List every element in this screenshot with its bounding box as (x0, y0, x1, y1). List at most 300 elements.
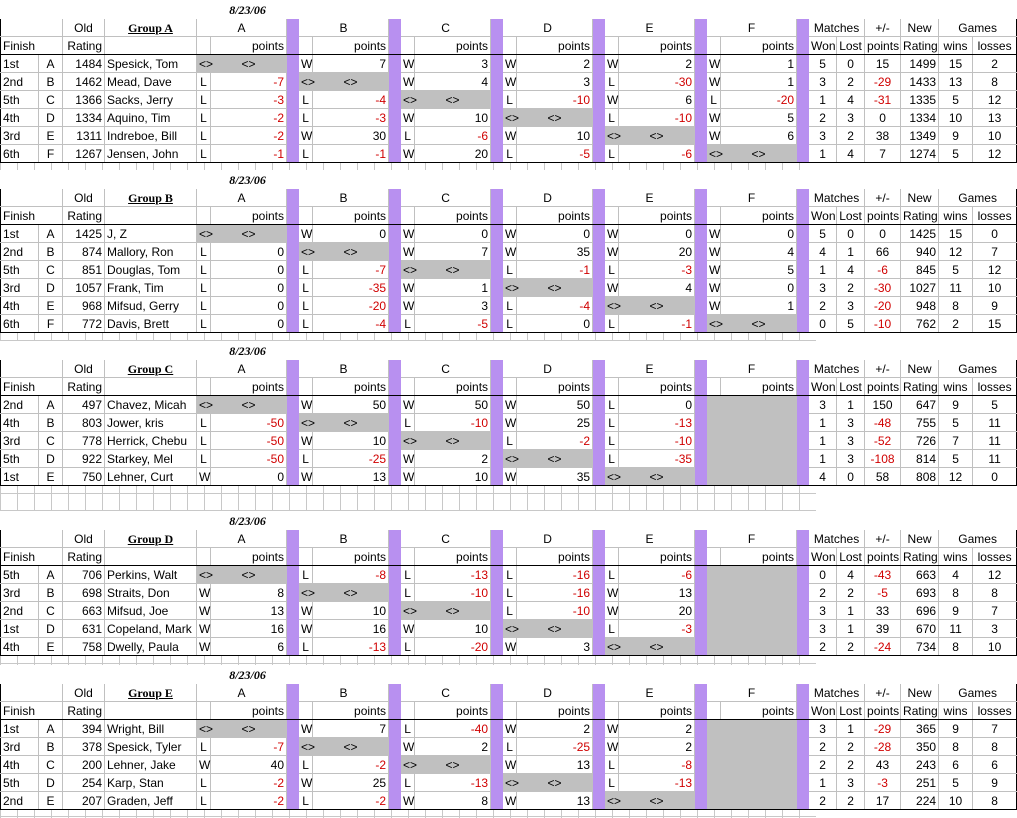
finish-cell[interactable]: 2nd (1, 396, 39, 414)
old-rating-cell[interactable]: 663 (63, 602, 105, 620)
games-wins-cell[interactable]: 5 (939, 145, 973, 163)
points-label[interactable]: points (865, 702, 901, 720)
group-date[interactable]: 8/23/06 (229, 513, 266, 528)
col-head-b[interactable]: B (299, 360, 389, 378)
old-rating-cell[interactable]: 698 (63, 584, 105, 602)
separator[interactable] (389, 315, 401, 333)
old-rating-cell[interactable]: 706 (63, 566, 105, 584)
won-cell[interactable]: 1 (809, 261, 837, 279)
new-rating-cell[interactable]: 762 (901, 315, 939, 333)
result-points[interactable]: 1 (721, 55, 797, 73)
games-losses-cell[interactable]: 7 (973, 720, 1017, 738)
player-name[interactable]: Sacks, Jerry (105, 91, 197, 109)
self-marker[interactable]: <> (605, 792, 619, 810)
result-wl[interactable]: W (707, 55, 721, 73)
separator[interactable] (491, 378, 503, 396)
col-head-e[interactable]: E (605, 360, 695, 378)
result-wl[interactable]: W (503, 243, 517, 261)
losses-label[interactable]: losses (973, 548, 1017, 566)
result-wl[interactable]: W (401, 55, 415, 73)
finish-label[interactable]: Finish (1, 207, 63, 225)
separator[interactable] (593, 189, 605, 207)
col-head-f[interactable]: F (707, 530, 797, 548)
player-name[interactable]: Lehner, Curt (105, 468, 197, 486)
separator[interactable] (797, 792, 809, 810)
new-label[interactable]: New (901, 684, 939, 702)
result-points[interactable]: 30 (313, 127, 389, 145)
self-marker[interactable]: <> (503, 450, 517, 468)
result-points[interactable]: 25 (313, 774, 389, 792)
won-cell[interactable]: 3 (809, 602, 837, 620)
result-points[interactable]: 4 (415, 73, 491, 91)
result-wl[interactable]: L (707, 91, 721, 109)
separator[interactable] (797, 684, 809, 702)
won-label[interactable]: Won (809, 207, 837, 225)
result-wl[interactable]: L (197, 297, 211, 315)
separator[interactable] (389, 109, 401, 127)
result-points[interactable]: -6 (619, 566, 695, 584)
result-wl[interactable]: L (401, 566, 415, 584)
separator[interactable] (287, 261, 299, 279)
player-name[interactable]: Spesick, Tom (105, 55, 197, 73)
result-wl[interactable]: L (299, 297, 313, 315)
result-wl[interactable]: L (299, 756, 313, 774)
result-points[interactable]: 0 (211, 243, 287, 261)
result-points[interactable]: -7 (313, 261, 389, 279)
result-wl[interactable]: L (299, 91, 313, 109)
col-head-d[interactable]: D (503, 684, 593, 702)
new-label[interactable]: New (901, 189, 939, 207)
lost-label[interactable]: Lost (837, 207, 865, 225)
result-points[interactable]: -10 (619, 109, 695, 127)
plusminus-label[interactable]: +/- (865, 530, 901, 548)
col-head-e[interactable]: E (605, 189, 695, 207)
group-name[interactable]: Group E (105, 684, 197, 702)
self-marker[interactable]: <> (619, 792, 695, 810)
rating-label[interactable]: Rating (63, 207, 105, 225)
separator[interactable] (287, 620, 299, 638)
finish-label[interactable]: Finish (1, 37, 63, 55)
separator[interactable] (287, 55, 299, 73)
player-name[interactable]: Douglas, Tom (105, 261, 197, 279)
result-wl[interactable]: L (401, 414, 415, 432)
separator[interactable] (593, 55, 605, 73)
old-label[interactable]: Old (63, 684, 105, 702)
separator[interactable] (389, 19, 401, 37)
plusminus-cell[interactable]: -28 (865, 738, 901, 756)
new-rating-cell[interactable]: 365 (901, 720, 939, 738)
rating-label[interactable]: Rating (901, 207, 939, 225)
result-wl[interactable]: L (605, 432, 619, 450)
points-label[interactable]: points (211, 207, 287, 225)
col-head-a[interactable]: A (197, 189, 287, 207)
separator[interactable] (797, 55, 809, 73)
result-wl[interactable]: W (197, 756, 211, 774)
games-losses-cell[interactable]: 8 (973, 792, 1017, 810)
separator[interactable] (695, 774, 707, 792)
self-marker[interactable]: <> (313, 414, 389, 432)
separator[interactable] (593, 702, 605, 720)
separator[interactable] (797, 189, 809, 207)
games-losses-cell[interactable]: 8 (973, 584, 1017, 602)
result-wl[interactable]: L (299, 109, 313, 127)
result-points[interactable]: 1 (415, 279, 491, 297)
result-wl[interactable]: W (299, 720, 313, 738)
separator[interactable] (389, 702, 401, 720)
finish-cell[interactable]: 3rd (1, 432, 39, 450)
seed-cell[interactable]: E (39, 468, 63, 486)
plusminus-cell[interactable]: -52 (865, 432, 901, 450)
games-label[interactable]: Games (939, 189, 1017, 207)
separator[interactable] (389, 792, 401, 810)
finish-cell[interactable]: 4th (1, 638, 39, 656)
games-wins-cell[interactable]: 9 (939, 720, 973, 738)
self-marker[interactable]: <> (503, 279, 517, 297)
separator[interactable] (797, 738, 809, 756)
result-points[interactable]: 16 (313, 620, 389, 638)
new-rating-cell[interactable]: 693 (901, 584, 939, 602)
empty-result[interactable] (707, 738, 797, 756)
result-wl[interactable]: W (707, 109, 721, 127)
separator[interactable] (491, 720, 503, 738)
separator[interactable] (389, 548, 401, 566)
result-points[interactable]: 0 (211, 315, 287, 333)
separator[interactable] (389, 566, 401, 584)
losses-label[interactable]: losses (973, 207, 1017, 225)
result-points[interactable]: 0 (721, 225, 797, 243)
result-points[interactable]: 13 (619, 584, 695, 602)
plusminus-cell[interactable]: 150 (865, 396, 901, 414)
separator[interactable] (797, 279, 809, 297)
result-points[interactable]: 2 (415, 738, 491, 756)
result-wl[interactable]: W (299, 396, 313, 414)
separator[interactable] (695, 432, 707, 450)
result-wl[interactable]: W (503, 720, 517, 738)
player-name[interactable]: Mifsud, Gerry (105, 297, 197, 315)
separator[interactable] (797, 225, 809, 243)
separator[interactable] (287, 127, 299, 145)
result-wl[interactable]: W (503, 468, 517, 486)
separator[interactable] (389, 261, 401, 279)
separator[interactable] (695, 207, 707, 225)
new-rating-cell[interactable]: 696 (901, 602, 939, 620)
new-label[interactable]: New (901, 530, 939, 548)
separator[interactable] (491, 189, 503, 207)
result-points[interactable]: -4 (313, 315, 389, 333)
col-head-e[interactable]: E (605, 684, 695, 702)
self-marker[interactable]: <> (401, 432, 415, 450)
won-cell[interactable]: 4 (809, 468, 837, 486)
result-points[interactable]: 20 (415, 145, 491, 163)
old-rating-cell[interactable]: 803 (63, 414, 105, 432)
plusminus-cell[interactable]: -5 (865, 584, 901, 602)
result-points[interactable]: 0 (517, 225, 593, 243)
result-points[interactable]: -5 (517, 145, 593, 163)
result-wl[interactable]: W (299, 432, 313, 450)
result-points[interactable]: -8 (619, 756, 695, 774)
result-points[interactable]: 13 (211, 602, 287, 620)
result-points[interactable]: 2 (619, 738, 695, 756)
self-marker[interactable]: <> (211, 566, 287, 584)
new-rating-cell[interactable]: 1274 (901, 145, 939, 163)
separator[interactable] (797, 432, 809, 450)
separator[interactable] (491, 584, 503, 602)
result-wl[interactable]: W (401, 738, 415, 756)
new-rating-cell[interactable]: 251 (901, 774, 939, 792)
separator[interactable] (491, 530, 503, 548)
result-wl[interactable]: L (503, 738, 517, 756)
won-cell[interactable]: 2 (809, 109, 837, 127)
result-wl[interactable]: W (503, 225, 517, 243)
result-points[interactable]: -5 (415, 315, 491, 333)
player-name[interactable]: Chavez, Micah (105, 396, 197, 414)
result-points[interactable]: -16 (517, 584, 593, 602)
seed-cell[interactable]: B (39, 584, 63, 602)
separator[interactable] (695, 261, 707, 279)
separator[interactable] (797, 261, 809, 279)
result-points[interactable]: 3 (415, 55, 491, 73)
separator[interactable] (287, 468, 299, 486)
result-points[interactable]: 0 (517, 315, 593, 333)
result-wl[interactable]: W (503, 127, 517, 145)
result-points[interactable]: 0 (619, 225, 695, 243)
player-name[interactable]: Spesick, Tyler (105, 738, 197, 756)
result-wl[interactable]: W (605, 602, 619, 620)
matches-label[interactable]: Matches (809, 530, 865, 548)
result-wl[interactable]: L (299, 261, 313, 279)
games-losses-cell[interactable]: 12 (973, 261, 1017, 279)
result-points[interactable]: 13 (517, 792, 593, 810)
games-wins-cell[interactable]: 9 (939, 396, 973, 414)
won-cell[interactable]: 2 (809, 792, 837, 810)
player-name[interactable]: Dwelly, Paula (105, 638, 197, 656)
result-wl[interactable]: L (299, 566, 313, 584)
points-label[interactable]: points (313, 548, 389, 566)
self-marker[interactable]: <> (415, 432, 491, 450)
result-points[interactable]: -1 (313, 145, 389, 163)
separator[interactable] (287, 738, 299, 756)
points-label[interactable]: points (415, 702, 491, 720)
points-label[interactable]: points (721, 37, 797, 55)
result-points[interactable]: 0 (415, 225, 491, 243)
won-cell[interactable]: 1 (809, 414, 837, 432)
separator[interactable] (287, 684, 299, 702)
games-losses-cell[interactable]: 12 (973, 91, 1017, 109)
old-rating-cell[interactable]: 851 (63, 261, 105, 279)
result-wl[interactable]: W (605, 738, 619, 756)
separator[interactable] (491, 432, 503, 450)
points-label[interactable]: points (415, 378, 491, 396)
old-label[interactable]: Old (63, 360, 105, 378)
separator[interactable] (287, 638, 299, 656)
empty-result[interactable] (707, 414, 797, 432)
result-points[interactable]: 2 (517, 55, 593, 73)
separator[interactable] (287, 145, 299, 163)
plusminus-cell[interactable]: -20 (865, 297, 901, 315)
result-points[interactable]: -2 (313, 792, 389, 810)
col-head-c[interactable]: C (401, 189, 491, 207)
separator[interactable] (695, 243, 707, 261)
result-wl[interactable]: W (707, 279, 721, 297)
old-rating-cell[interactable]: 1462 (63, 73, 105, 91)
finish-cell[interactable]: 4th (1, 756, 39, 774)
separator[interactable] (797, 91, 809, 109)
wins-label[interactable]: wins (939, 207, 973, 225)
seed-cell[interactable]: B (39, 73, 63, 91)
separator[interactable] (593, 602, 605, 620)
separator[interactable] (287, 37, 299, 55)
plusminus-cell[interactable]: 0 (865, 225, 901, 243)
new-rating-cell[interactable]: 1499 (901, 55, 939, 73)
separator[interactable] (389, 243, 401, 261)
plusminus-cell[interactable]: 38 (865, 127, 901, 145)
separator[interactable] (797, 109, 809, 127)
result-points[interactable]: -1 (517, 261, 593, 279)
old-rating-cell[interactable]: 758 (63, 638, 105, 656)
games-losses-cell[interactable]: 7 (973, 243, 1017, 261)
result-wl[interactable]: L (605, 774, 619, 792)
separator[interactable] (695, 548, 707, 566)
result-points[interactable]: 2 (619, 55, 695, 73)
result-points[interactable]: -35 (619, 450, 695, 468)
plusminus-cell[interactable]: -6 (865, 261, 901, 279)
finish-cell[interactable]: 5th (1, 450, 39, 468)
old-rating-cell[interactable]: 631 (63, 620, 105, 638)
games-losses-cell[interactable]: 6 (973, 756, 1017, 774)
seed-cell[interactable]: A (39, 720, 63, 738)
separator[interactable] (389, 207, 401, 225)
result-points[interactable]: 6 (619, 91, 695, 109)
col-head-b[interactable]: B (299, 19, 389, 37)
lost-cell[interactable]: 2 (837, 127, 865, 145)
separator[interactable] (287, 414, 299, 432)
new-rating-cell[interactable]: 663 (901, 566, 939, 584)
games-wins-cell[interactable]: 10 (939, 792, 973, 810)
new-rating-cell[interactable]: 1334 (901, 109, 939, 127)
result-points[interactable]: -4 (313, 91, 389, 109)
won-cell[interactable]: 3 (809, 720, 837, 738)
plusminus-cell[interactable]: -3 (865, 774, 901, 792)
result-wl[interactable]: W (707, 243, 721, 261)
result-wl[interactable]: L (197, 432, 211, 450)
games-wins-cell[interactable]: 10 (939, 109, 973, 127)
result-wl[interactable]: W (401, 279, 415, 297)
games-losses-cell[interactable]: 12 (973, 566, 1017, 584)
result-wl[interactable]: W (299, 774, 313, 792)
plusminus-cell[interactable]: 0 (865, 109, 901, 127)
finish-cell[interactable]: 2nd (1, 792, 39, 810)
separator[interactable] (287, 297, 299, 315)
result-wl[interactable]: L (503, 602, 517, 620)
separator[interactable] (287, 792, 299, 810)
separator[interactable] (287, 91, 299, 109)
separator[interactable] (695, 73, 707, 91)
separator[interactable] (593, 684, 605, 702)
lost-cell[interactable]: 3 (837, 450, 865, 468)
result-wl[interactable]: W (503, 638, 517, 656)
separator[interactable] (797, 756, 809, 774)
lost-cell[interactable]: 4 (837, 145, 865, 163)
empty-result[interactable] (707, 620, 797, 638)
result-points[interactable]: -3 (211, 91, 287, 109)
separator[interactable] (797, 315, 809, 333)
plusminus-cell[interactable]: -29 (865, 720, 901, 738)
result-wl[interactable]: L (197, 109, 211, 127)
result-points[interactable]: -20 (721, 91, 797, 109)
won-label[interactable]: Won (809, 548, 837, 566)
lost-cell[interactable]: 3 (837, 774, 865, 792)
matches-label[interactable]: Matches (809, 360, 865, 378)
plusminus-cell[interactable]: -31 (865, 91, 901, 109)
result-points[interactable]: 8 (211, 584, 287, 602)
plusminus-cell[interactable]: 58 (865, 468, 901, 486)
result-points[interactable]: 0 (721, 279, 797, 297)
result-wl[interactable]: W (503, 414, 517, 432)
separator[interactable] (797, 243, 809, 261)
separator[interactable] (491, 450, 503, 468)
result-points[interactable]: -50 (211, 414, 287, 432)
finish-cell[interactable]: 4th (1, 414, 39, 432)
plusminus-cell[interactable]: -24 (865, 638, 901, 656)
seed-cell[interactable]: C (39, 602, 63, 620)
plusminus-cell[interactable]: 43 (865, 756, 901, 774)
separator[interactable] (491, 91, 503, 109)
separator[interactable] (491, 261, 503, 279)
separator[interactable] (695, 55, 707, 73)
self-marker[interactable]: <> (211, 720, 287, 738)
old-rating-cell[interactable]: 874 (63, 243, 105, 261)
old-rating-cell[interactable]: 1425 (63, 225, 105, 243)
separator[interactable] (797, 378, 809, 396)
self-marker[interactable]: <> (517, 450, 593, 468)
old-rating-cell[interactable]: 207 (63, 792, 105, 810)
wins-label[interactable]: wins (939, 702, 973, 720)
result-wl[interactable]: L (401, 774, 415, 792)
games-wins-cell[interactable]: 5 (939, 91, 973, 109)
group-name[interactable]: Group A (105, 19, 197, 37)
self-marker[interactable]: <> (721, 315, 797, 333)
new-rating-cell[interactable]: 814 (901, 450, 939, 468)
finish-label[interactable]: Finish (1, 548, 63, 566)
separator[interactable] (287, 602, 299, 620)
result-points[interactable]: 8 (415, 792, 491, 810)
games-wins-cell[interactable]: 12 (939, 468, 973, 486)
player-name[interactable]: Starkey, Mel (105, 450, 197, 468)
separator[interactable] (695, 720, 707, 738)
new-rating-cell[interactable]: 1027 (901, 279, 939, 297)
separator[interactable] (593, 279, 605, 297)
plusminus-label[interactable]: +/- (865, 684, 901, 702)
points-label[interactable]: points (721, 207, 797, 225)
rating-label[interactable]: Rating (63, 37, 105, 55)
self-marker[interactable]: <> (619, 468, 695, 486)
result-wl[interactable]: W (503, 73, 517, 91)
separator[interactable] (287, 566, 299, 584)
col-head-c[interactable]: C (401, 360, 491, 378)
old-rating-cell[interactable]: 200 (63, 756, 105, 774)
result-points[interactable]: 20 (619, 602, 695, 620)
separator[interactable] (491, 414, 503, 432)
separator[interactable] (593, 548, 605, 566)
separator[interactable] (389, 774, 401, 792)
separator[interactable] (491, 127, 503, 145)
self-marker[interactable]: <> (605, 127, 619, 145)
lost-cell[interactable]: 2 (837, 584, 865, 602)
points-label[interactable]: points (619, 548, 695, 566)
won-cell[interactable]: 2 (809, 584, 837, 602)
result-wl[interactable]: W (401, 73, 415, 91)
separator[interactable] (695, 109, 707, 127)
